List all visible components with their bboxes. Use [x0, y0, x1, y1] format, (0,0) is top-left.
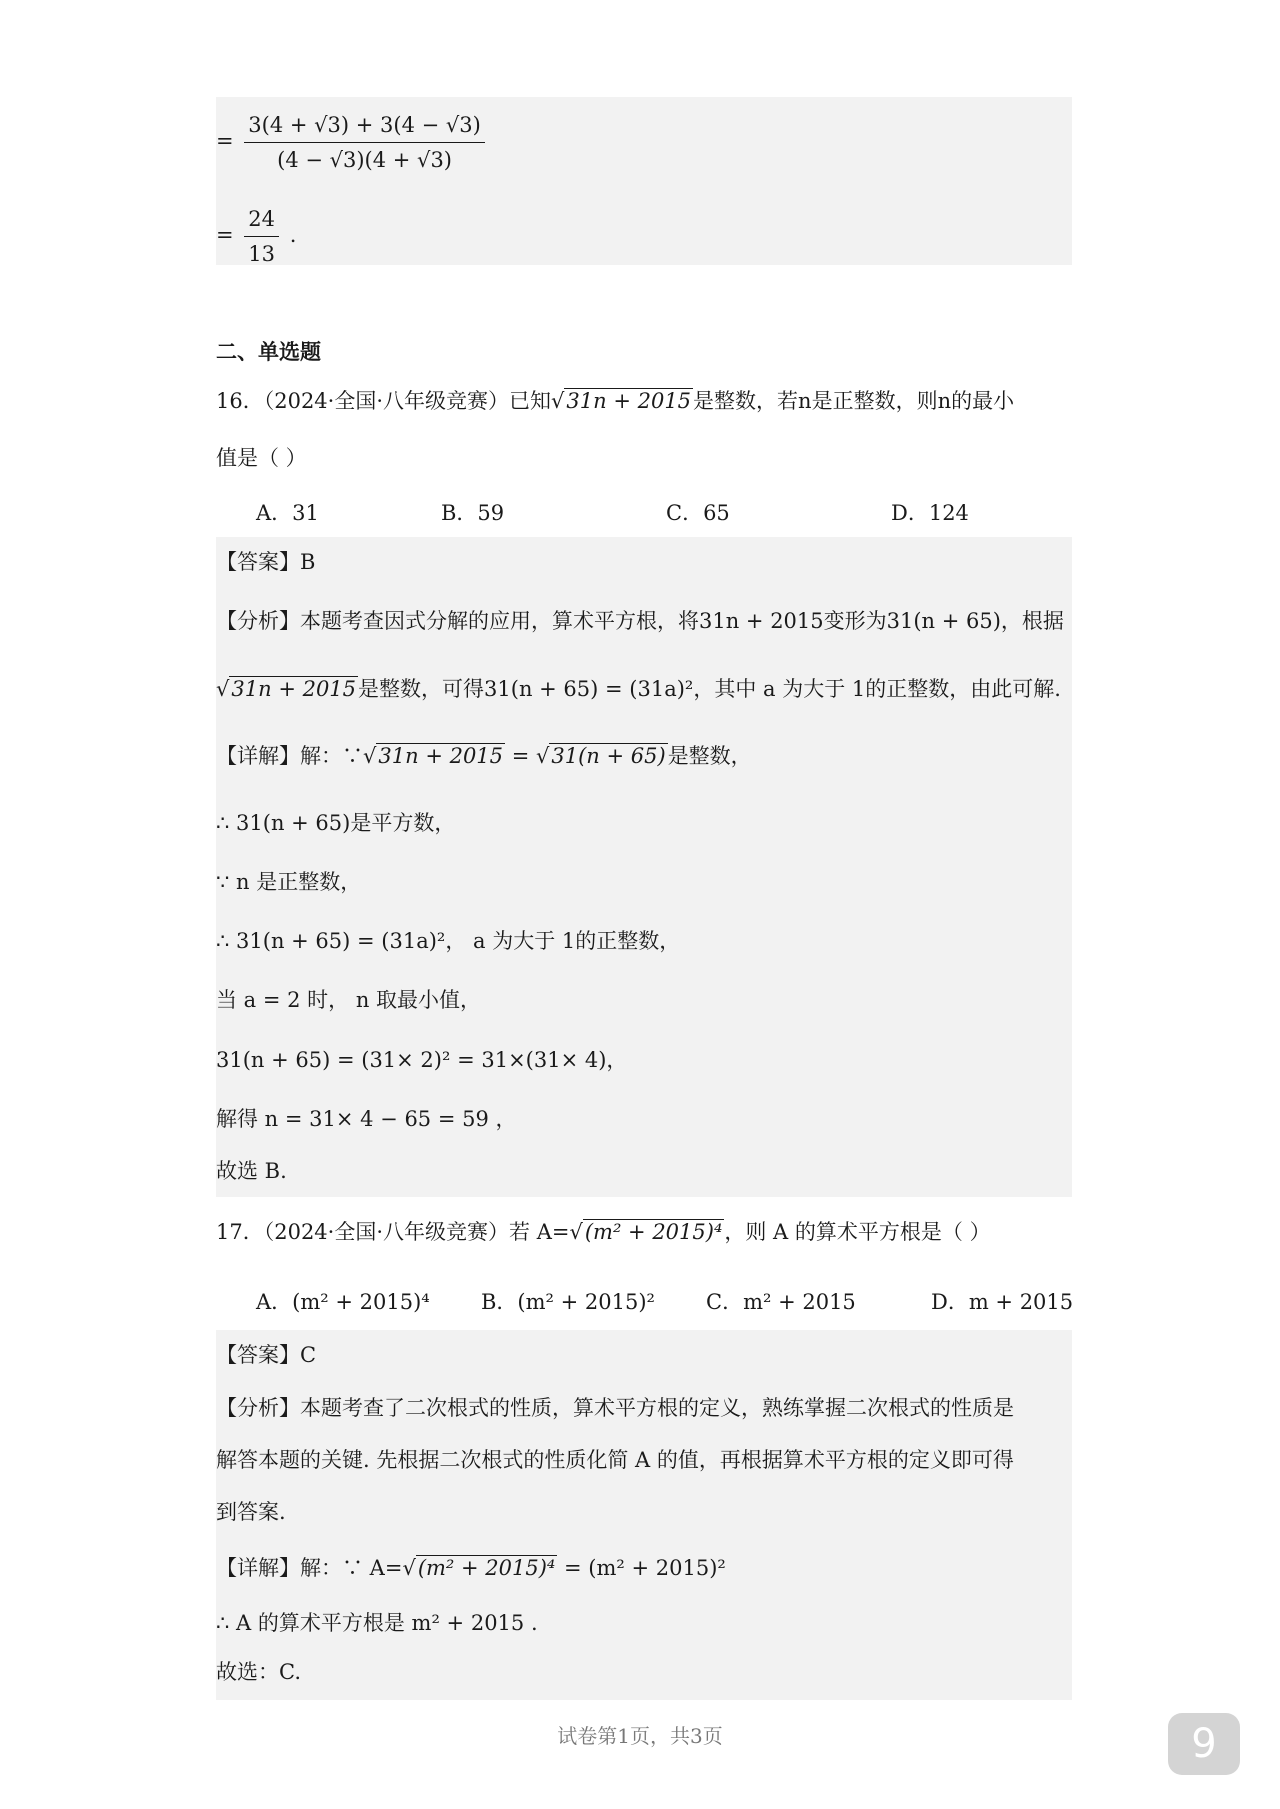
detail-prefix: 【详解】解：∵ A=: [216, 1556, 403, 1580]
radicand: 31n + 2015: [566, 389, 692, 413]
fraction-numerator: 3(4 + √3) + 3(4 − √3): [244, 110, 485, 143]
detail-prefix: 【详解】解：∵: [216, 744, 363, 768]
option-c[interactable]: C．65: [666, 501, 730, 525]
detail-suffix: 是整数，: [667, 744, 752, 768]
fraction-denominator: 13: [248, 242, 276, 266]
stem-suffix: 是整数，若n是正整数，则n的最小: [693, 389, 1015, 413]
option-a[interactable]: A．(m² + 2015)⁴: [256, 1290, 430, 1314]
equation-line: = $\frac{24}{13}$ .: [216, 204, 296, 269]
detail-16-step: ∵ n 是正整数，: [216, 870, 362, 894]
answer-17: 【答案】C: [216, 1343, 317, 1367]
option-c[interactable]: C．m² + 2015: [706, 1290, 856, 1314]
radicand: (m² + 2015)⁴: [417, 1556, 556, 1580]
fraction: [244, 110, 485, 175]
question-17-stem: 17．（2024·全国·八年级竞赛）若 A=√(m² + 2015)⁴，则 A 的算术平方根是（ ）: [216, 1220, 991, 1244]
option-a[interactable]: A．31: [256, 501, 319, 525]
detail-17-step: ∴ A 的算术平方根是 m² + 2015 .: [216, 1611, 538, 1635]
stem-prefix: 16．（2024·全国·八年级竞赛）已知: [216, 389, 552, 413]
question-16-stem-line2: 值是（ ）: [216, 446, 307, 470]
radicand: (m² + 2015)⁴: [584, 1220, 723, 1244]
radicand: 31(n + 65): [551, 744, 666, 768]
analysis-17-line3: 到答案.: [216, 1500, 286, 1524]
radicand: 31n + 2015: [378, 744, 504, 768]
analysis-16-line1: 【分析】本题考查因式分解的应用，算术平方根，将31n + 2015变形为31(n + 65)，根据: [216, 609, 1064, 633]
option-d[interactable]: D．m + 2015: [931, 1290, 1074, 1314]
detail-suffix: = (m² + 2015)²: [557, 1556, 726, 1580]
detail-17-line1: 【详解】解：∵ A=√(m² + 2015)⁴ = (m² + 2015)²: [216, 1556, 726, 1580]
equals: =: [505, 744, 536, 768]
analysis-text: 是整数，可得31(n + 65) = (31a)²，其中 a 为大于 1的正整数，由此可解.: [358, 677, 1061, 701]
detail-16-step: ∴ 31(n + 65)是平方数，: [216, 811, 456, 835]
equation-line: = $\frac{3(4 + √3) + 3(4 - √3)}{(4 - √3)(4 + √3)}$: [216, 110, 489, 175]
detail-16-step: 解得 n = 31× 4 − 65 = 59 ，: [216, 1107, 517, 1131]
analysis-17-line2: 解答本题的关键. 先根据二次根式的性质化简 A 的值，再根据算术平方根的定义即可得: [216, 1448, 1014, 1472]
solution-block-17: [216, 1330, 1072, 1700]
fraction: [244, 204, 279, 269]
detail-16-step: 31(n + 65) = (31× 2)² = 31×(31× 4)，: [216, 1048, 628, 1072]
answer-16: 【答案】B: [216, 550, 316, 574]
analysis-16-line2: √31n + 2015是整数，可得31(n + 65) = (31a)²，其中 a 为大于 1的正整数，由此可解.: [216, 677, 1061, 701]
question-16-stem: 16．（2024·全国·八年级竞赛）已知√31n + 2015是整数，若n是正整数，则n的最小: [216, 389, 1015, 413]
option-b[interactable]: B．(m² + 2015)²: [481, 1290, 655, 1314]
detail-17-step: 故选：C.: [216, 1660, 301, 1684]
stem-suffix: ，则 A 的算术平方根是（ ）: [724, 1220, 991, 1244]
radicand: 31n + 2015: [231, 677, 357, 701]
fraction-denominator: (4 − √3)(4 + √3): [277, 148, 452, 172]
detail-16-step: 故选 B.: [216, 1159, 287, 1183]
section-title: 二、单选题: [216, 340, 321, 364]
option-d[interactable]: D．124: [891, 501, 969, 525]
option-b[interactable]: B．59: [441, 501, 505, 525]
detail-16-step: ∴ 31(n + 65) = (31a)²， a 为大于 1的正整数，: [216, 929, 681, 953]
stem-prefix: 17．（2024·全国·八年级竞赛）若 A=: [216, 1220, 570, 1244]
detail-16-line1: 【详解】解：∵√31n + 2015 = √31(n + 65)是整数，: [216, 744, 752, 768]
analysis-17-line1: 【分析】本题考查了二次根式的性质，算术平方根的定义，熟练掌握二次根式的性质是: [216, 1396, 1014, 1420]
page-footer: 试卷第1页，共3页: [557, 1724, 723, 1748]
page-number-badge: 9: [1168, 1713, 1240, 1775]
fraction-numerator: 24: [244, 204, 279, 237]
detail-16-step: 当 a = 2 时， n 取最小值，: [216, 988, 482, 1012]
